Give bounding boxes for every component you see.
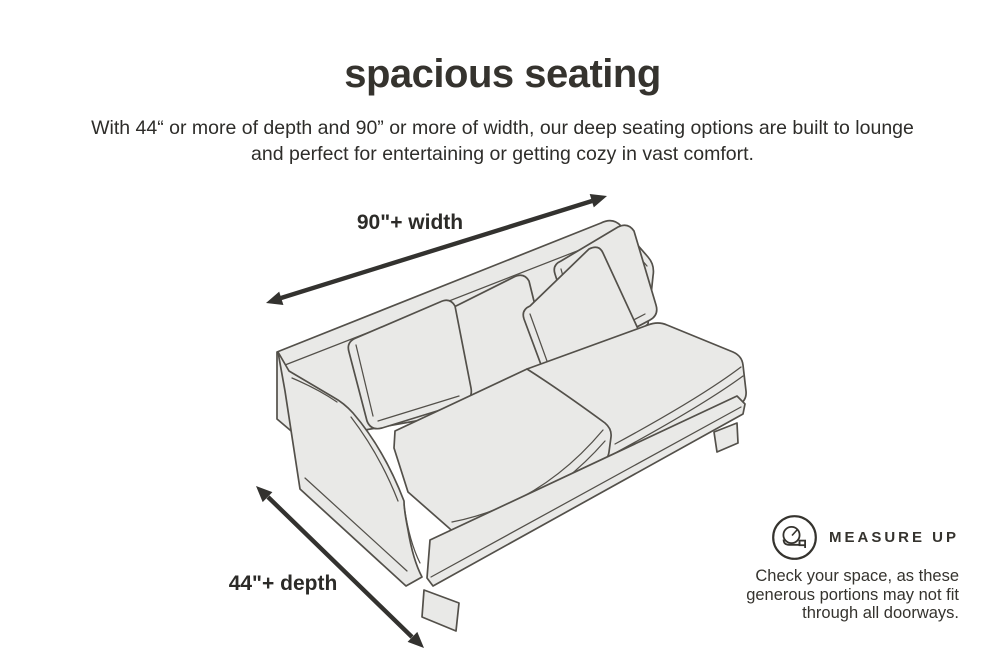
measure-up-header	[737, 514, 959, 561]
measure-up-heading: MEASURE UP	[828, 529, 959, 546]
sofa-foot-left	[422, 590, 459, 631]
measure-up-note-line-3: through all doorways.	[802, 604, 959, 622]
depth-dimension-label: 44"+ depth	[228, 572, 338, 595]
subtitle-line-2: and perfect for entertaining or getting cozy in vast comfort.	[251, 143, 754, 165]
sofa-illustration	[277, 221, 746, 631]
measure-up-note	[737, 567, 959, 623]
measure-up-note-line-2: generous portions may not fit	[746, 585, 959, 604]
page-title: spacious seating	[344, 52, 661, 96]
tape-measure-icon	[771, 514, 818, 561]
measure-up-note-line-1: Check your space, as these	[755, 567, 959, 585]
measure-up-callout	[737, 514, 959, 623]
width-dimension-label: 90"+ width	[356, 211, 464, 234]
subtitle-line-1: With 44“ or more of depth and 90” or more of width, our deep seating options are built to lounge	[91, 117, 914, 139]
